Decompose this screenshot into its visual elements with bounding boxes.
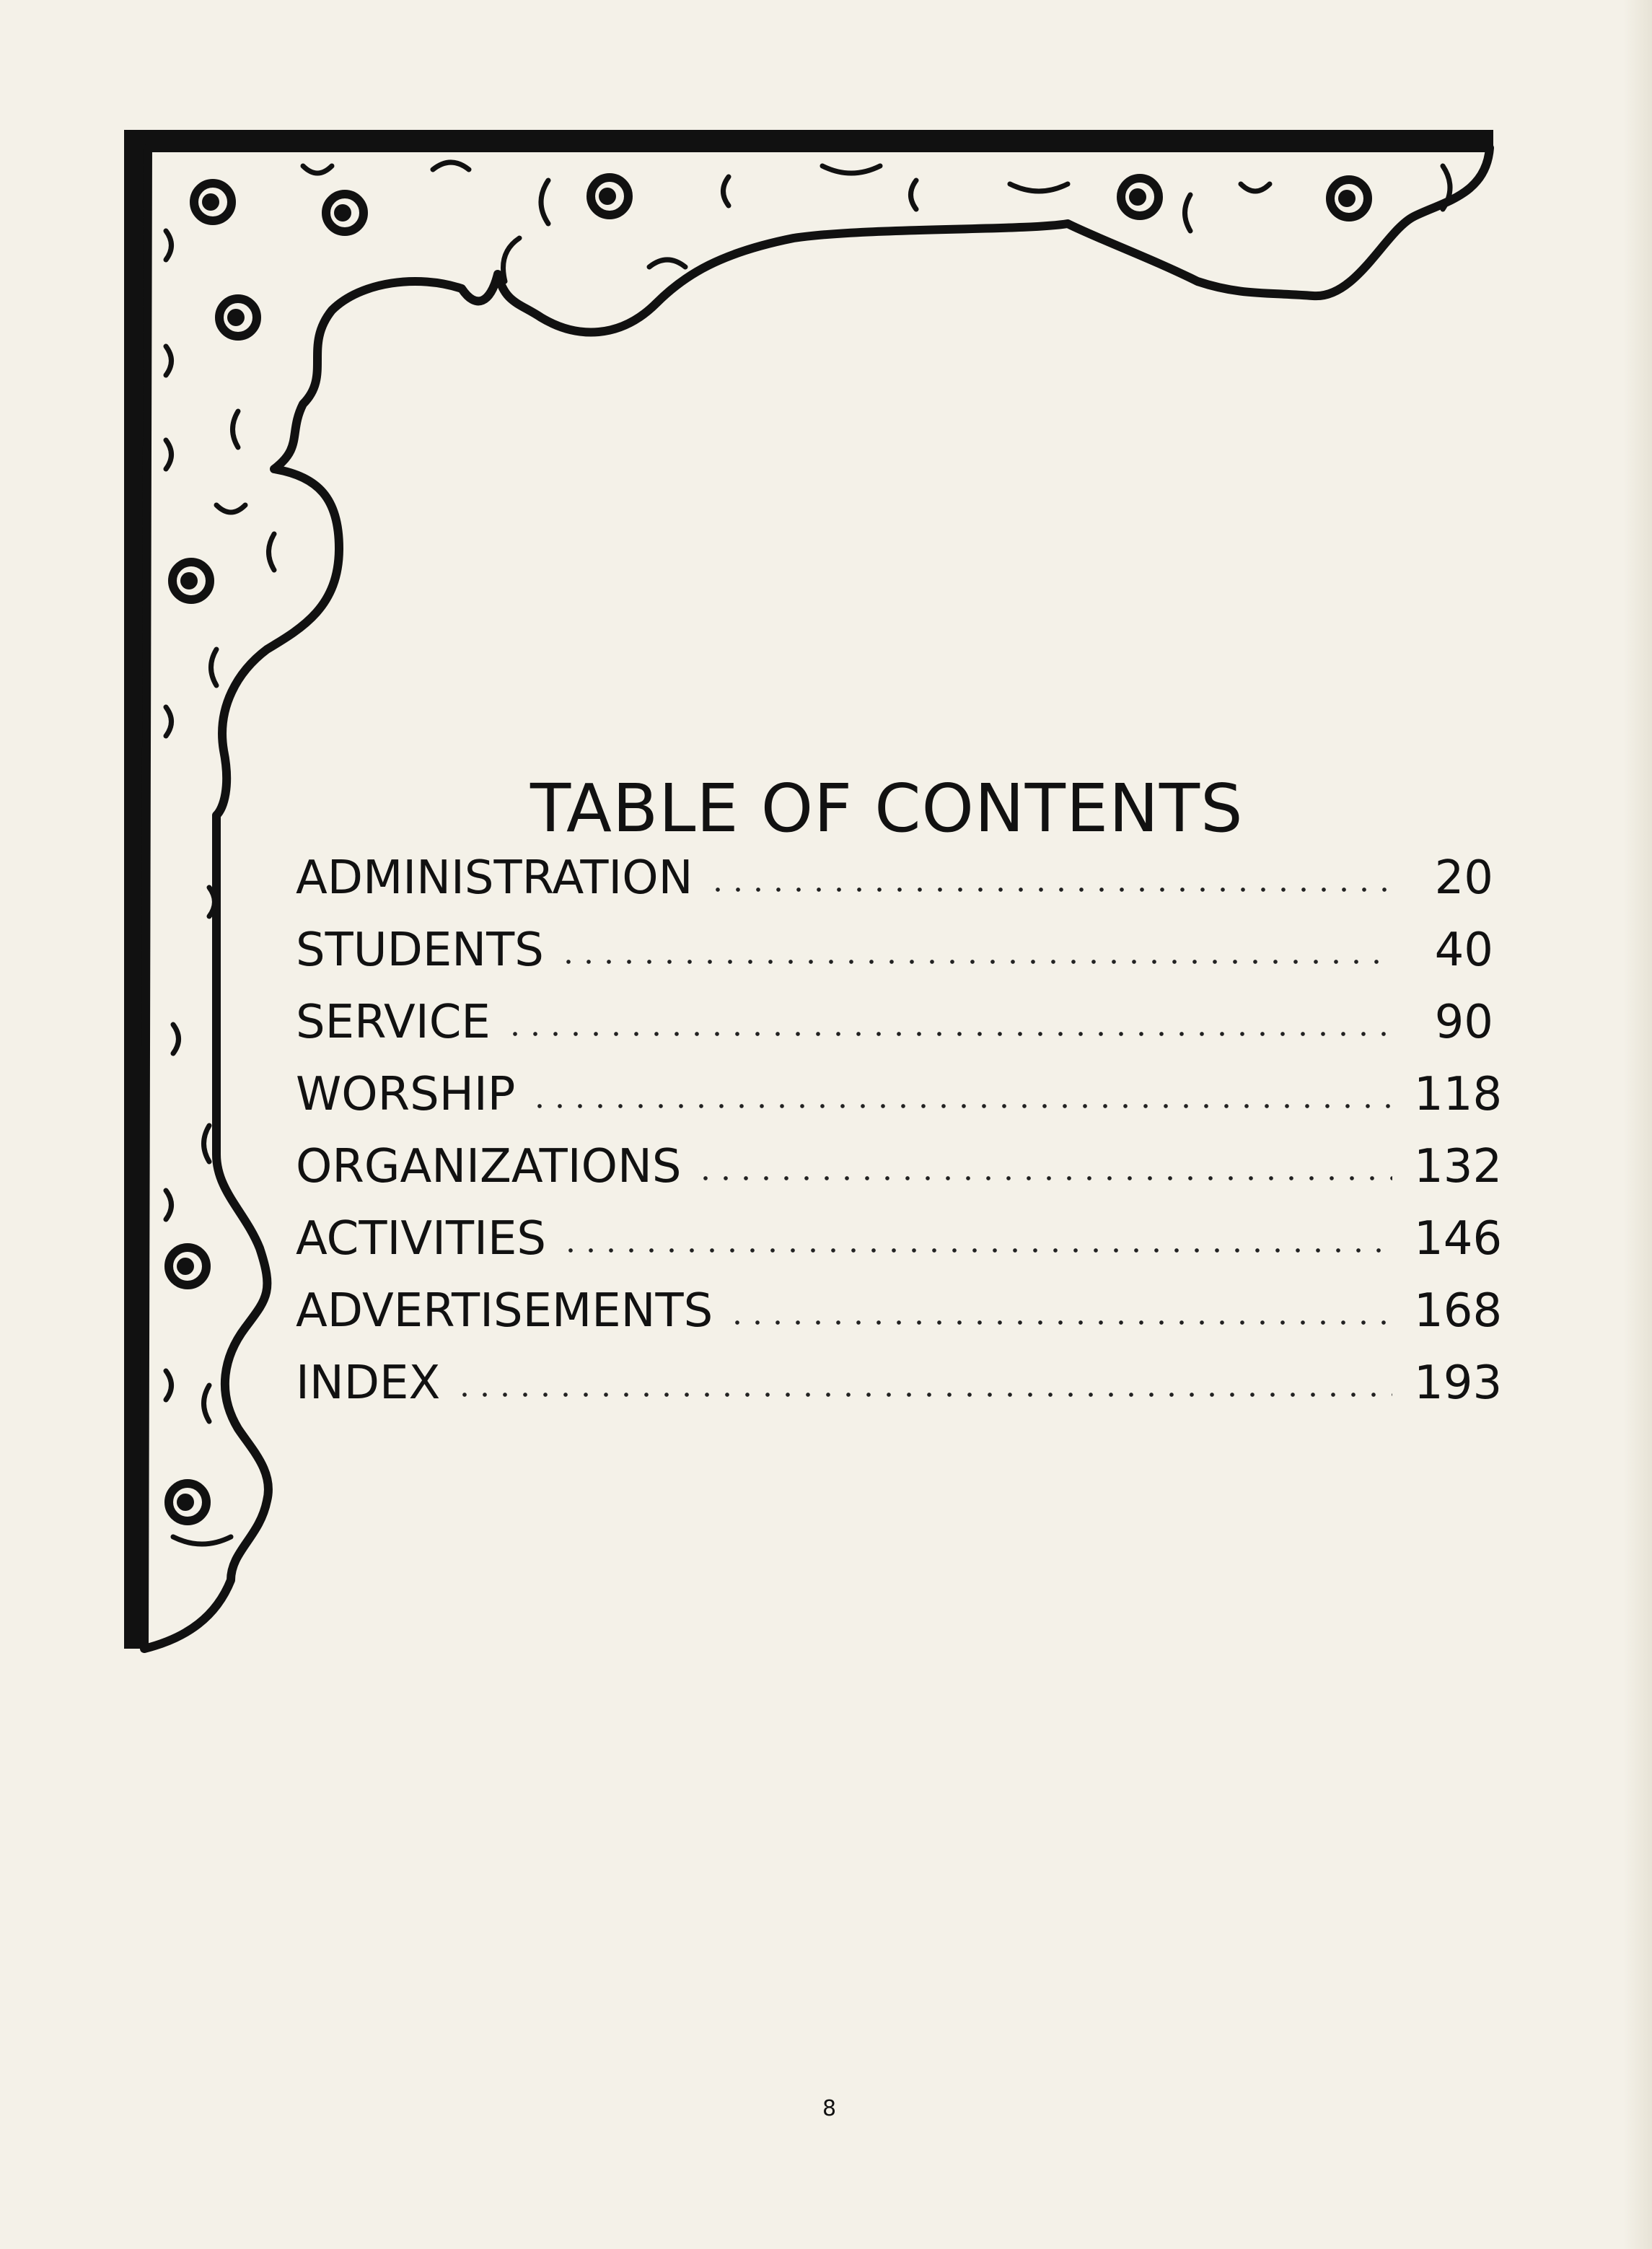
toc-entry-worship	[296, 1068, 1503, 1144]
toc-entry-page: 118	[1414, 1068, 1503, 1121]
toc-entry-page: 193	[1414, 1356, 1503, 1410]
toc-dot-leader	[708, 886, 1392, 893]
toc-entry-label: ORGANIZATIONS	[296, 1140, 682, 1193]
toc-entry-activities	[296, 1212, 1503, 1288]
toc-entry-label: SERVICE	[296, 996, 491, 1049]
toc-entry-page: 132	[1414, 1140, 1503, 1193]
toc-entry-students	[296, 924, 1493, 999]
toc-entry-page: 90	[1434, 996, 1493, 1049]
toc-entry-page: 146	[1414, 1212, 1503, 1266]
toc-entry-label: ACTIVITIES	[296, 1212, 546, 1266]
toc-dot-leader	[454, 1391, 1392, 1398]
toc-dot-leader	[530, 1102, 1392, 1110]
toc-entry-service	[296, 996, 1493, 1071]
page-title: TABLE OF CONTENTS	[530, 770, 1244, 847]
toc-entry-organizations	[296, 1140, 1503, 1216]
toc-entry-label: STUDENTS	[296, 924, 544, 977]
toc-entry-administration	[296, 851, 1493, 927]
toc-entry-label: ADMINISTRATION	[296, 851, 693, 905]
toc-entry-page: 40	[1434, 924, 1493, 977]
toc-entry-page: 20	[1434, 851, 1493, 905]
table-of-contents-list	[296, 851, 1503, 1432]
toc-dot-leader	[695, 1175, 1392, 1182]
toc-dot-leader	[561, 1247, 1392, 1254]
page-number: 8	[822, 2096, 837, 2121]
toc-entry-index	[296, 1356, 1503, 1432]
toc-dot-leader	[727, 1319, 1392, 1326]
toc-entry-label: WORSHIP	[296, 1068, 516, 1121]
toc-entry-label: INDEX	[296, 1356, 441, 1410]
toc-dot-leader	[505, 1030, 1392, 1038]
toc-entry-advertisements	[296, 1284, 1503, 1360]
toc-entry-page: 168	[1414, 1284, 1503, 1338]
toc-dot-leader	[558, 958, 1392, 965]
toc-entry-label: ADVERTISEMENTS	[296, 1284, 713, 1338]
